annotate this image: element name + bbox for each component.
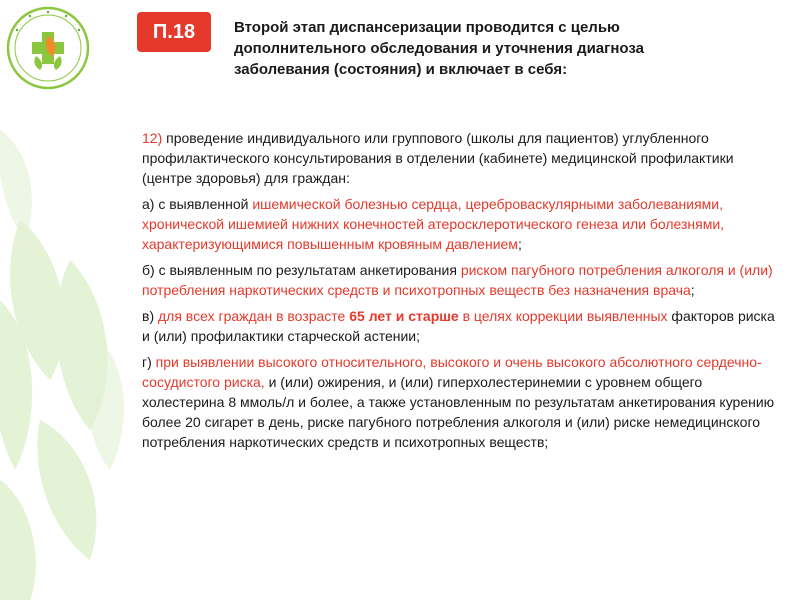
item-g-prefix: г) <box>142 354 156 370</box>
medical-prevention-logo <box>6 6 90 90</box>
item-12 <box>142 128 782 188</box>
item-b <box>142 260 782 300</box>
item-a-highlight: ишемической болезнью сердца, цереброваскулярными заболеваниями, хронической ишемией нижних конечностей атеросклеротического генеза или болезнями, характеризующимися повышенным кровяным давлением <box>142 196 725 252</box>
item-g-suffix: и (или) ожирения, и (или) гиперхолестеринемии с уровнем общего холестерина 8 ммоль/л и более, а также установленным по результатам анкетирования курению более 20 сигарет в день, риске пагубного потребления алкоголя и (или) риске немедицинского потребления наркотических средств и психотропных веществ; <box>142 374 775 450</box>
slide-content <box>142 128 782 458</box>
item-v-age-highlight: 65 лет и старше <box>349 308 459 324</box>
item-a-prefix: а) с выявленной <box>142 196 253 212</box>
item-12-number: 12) <box>142 130 163 146</box>
item-b-highlight: риском пагубного потребления алкоголя и (или) потребления наркотических средств и психотропных веществ без назначения врача <box>142 262 773 298</box>
item-a <box>142 194 782 254</box>
item-b-prefix: б) с выявленным по результатам анкетирования <box>142 262 461 278</box>
item-v-highlight-2: в целях коррекции выявленных <box>458 308 668 324</box>
item-v <box>142 306 782 346</box>
item-b-suffix: ; <box>690 282 695 298</box>
item-a-suffix: ; <box>517 236 522 252</box>
item-v-prefix: в) <box>142 308 158 324</box>
item-12-text: проведение индивидуального или группового (школы для пациентов) углубленного профилактического консультирования в отделении (кабинете) медицинской профилактики (центре здоровья) для граждан: <box>142 130 734 186</box>
item-g-highlight: при выявлении высокого относительного, высокого и очень высокого абсолютного сердечно-сосудистого риска, <box>142 354 762 390</box>
item-v-highlight-1: для всех граждан в возрасте <box>158 308 350 324</box>
item-g <box>142 352 782 452</box>
item-v-suffix: факторов риска и (или) профилактики старческой астении; <box>142 308 775 344</box>
slide-header: Второй этап диспансеризации проводится с целью дополнительного обследования и уточнения диагноза заболевания (состояния) и включает в себя: <box>234 19 645 78</box>
slide-number-badge: П.18 <box>137 12 211 52</box>
